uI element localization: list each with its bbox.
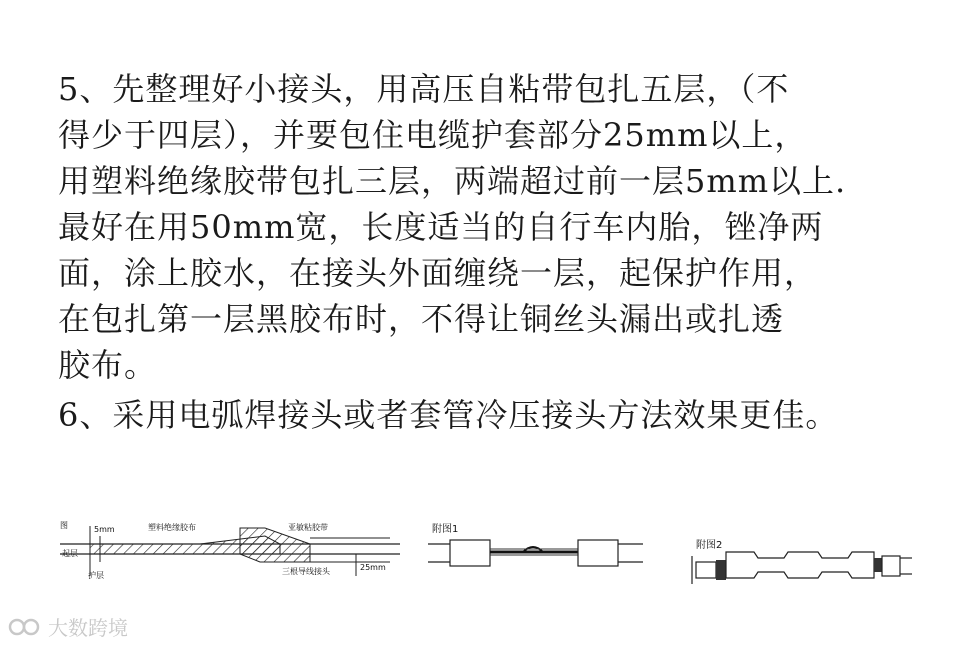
logo-icon <box>8 616 42 638</box>
dim-25mm-label: 25mm <box>360 563 386 572</box>
appendix-figure-1-drawing <box>428 522 648 572</box>
figure-corner-label: 图 <box>60 521 68 530</box>
appendix-figure-1 <box>428 522 648 572</box>
self-adhesive-tape-label: 亚敏粘胶带 <box>288 523 328 532</box>
appendix-figure-2 <box>692 536 914 588</box>
plastic-tape-label: 塑料绝缘胶布 <box>148 523 196 532</box>
watermark-text: 大数跨境 <box>48 616 128 640</box>
dim-5mm-label: 5mm <box>94 525 115 534</box>
appendix-figure-1-caption: 附图1 <box>432 524 459 535</box>
paragraph-step-6: 6、采用电弧焊接头或者套管冷压接头方法效果更佳。 <box>58 396 839 434</box>
wrapping-diagram-drawing <box>60 518 400 584</box>
watermark <box>8 612 128 641</box>
instruction-text <box>58 66 938 438</box>
appendix-figure-2-drawing <box>692 536 914 588</box>
layer-label: 起层 <box>62 549 78 558</box>
appendix-figure-2-caption: 附图2 <box>696 540 723 551</box>
three-wire-joint-label: 三根导线接头 <box>282 567 330 576</box>
wrapping-diagram <box>60 518 400 584</box>
paragraph-step-5: 5、先整理好小接头，用高压自粘带包扎五层，（不 得少于四层），并要包住电缆护套部分25mm以上， 用塑料绝缘胶带包扎三层，两端超过前一层5mm以上. 最好在用50mm宽，长度适当的自行车内胎，锉净两 面，涂上胶水，在接头外面缠绕一层，起保护作用， 在包扎第一层黑胶布时，不得让铜丝头漏出或扎透 胶布。 <box>58 70 847 384</box>
sheath-label: 护层 <box>88 571 104 580</box>
